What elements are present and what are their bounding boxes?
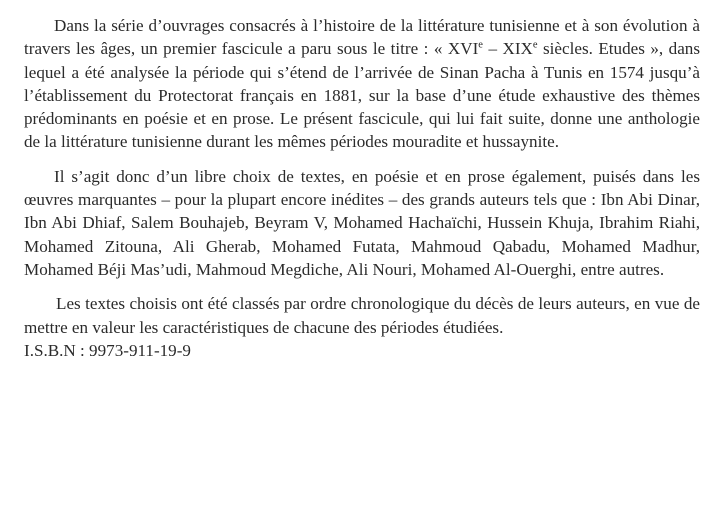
paragraph-intro — [24, 14, 700, 154]
paragraph-order: Les textes choisis ont été classés par ordre chronologique du décès de leurs auteurs, en vue de mettre en valeur les caractéristiques de chacune des périodes étudiées. — [24, 294, 700, 337]
paragraph-authors: Il s’agit donc d’un libre choix de textes, en poésie et en prose également, puisés dans les œuvres marquantes – pour la plupart encore inédites – des grands auteurs tels que : Ibn Abi Dinar, Ibn Abi Dhiaf, Salem Bouhajeb, Beyram V, Mohamed Hachaïchi, Hussein Khuja, Ibrahim Riahi, Mohamed Zitouna, Ali Gherab, Mohamed Futata, Mahmoud Qabadu, Mohamed Madhur, Mohamed Béji Mas’udi, Mahmoud Megdiche, Ali Nouri, Mohamed Al-Ouerghi, entre autres. — [24, 166, 700, 279]
intro-text-part-3: siècles. Etudes », dans lequel a été analysée la période qui s’étend de l’arrivée de Sinan Pacha à Tunis en 1574 jusqu’à l’établissement du Protectorat français en 1881, sur la base d’une étude exhaustive des thèmes prédominants en poésie et en prose. Le présent fascicule, qui lui fait suite, donne une anthologie de la littérature tunisienne durant les mêmes périodes mouradite et hussaynite. — [24, 39, 700, 152]
intro-text-part-2: – XIX — [482, 39, 533, 59]
superscript-xvi: e — [478, 39, 483, 51]
back-cover-text — [24, 14, 700, 362]
isbn-line: I.S.B.N : 9973-911-19-9 — [24, 340, 191, 360]
superscript-xix: e — [532, 39, 538, 51]
intro-text-part-1: Dans la série d’ouvrages consacrés à l’histoire de la littérature tunisienne et à son évolution à travers les âges, un premier fascicule a paru sous le titre : « XVI — [24, 16, 700, 59]
